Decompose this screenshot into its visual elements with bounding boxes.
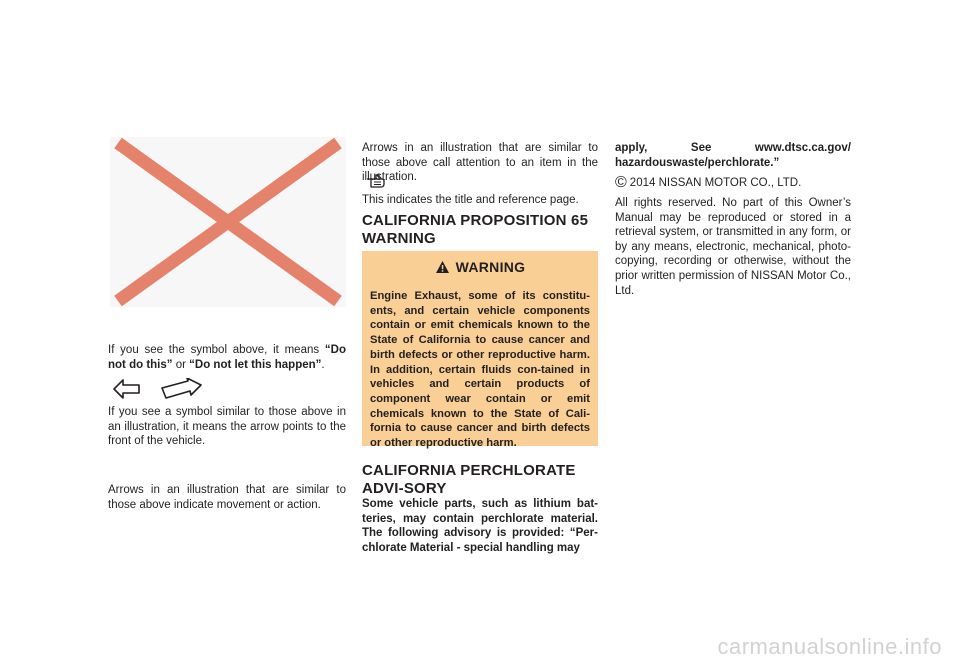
attention-arrow-explanation: Arrows in an illustration that are similar to those above call attention to an item in the illustration. xyxy=(362,142,598,184)
reference-page-explanation: This indicates the title and reference page. xyxy=(362,194,579,206)
copyright-line xyxy=(615,176,851,191)
perchlorate-heading: CALIFORNIA PERCHLORATE ADVI-SORY xyxy=(362,462,576,497)
perchlorate-text: Some vehicle parts, such as lithium bat-teries, may contain perchlorate material. The following advisory is provided: “Per-chlorate Material - special handling may xyxy=(362,498,598,554)
prop65-heading: CALIFORNIA PROPOSITION 65 WARNING xyxy=(362,212,589,247)
copyright-icon: © xyxy=(615,174,627,192)
text-run: If you see the symbol above, it means xyxy=(108,344,325,356)
do-not-symbol-figure xyxy=(110,137,346,307)
front-arrow-angled-icon xyxy=(160,378,204,402)
front-arrow-explanation: If you see a symbol similar to those above in an illustration, it means the arrow points to the front of the vehicle. xyxy=(108,406,346,448)
perchlorate-text-continued: apply, See www.dtsc.ca.gov/ hazardouswaste/perchlorate.” xyxy=(615,142,851,169)
front-arrow-icon xyxy=(112,378,142,400)
rights-text: All rights reserved. No part of this Owner’s Manual may be reproduced or stored in a retrieval system, or transmitted in any form, or by any means, electronic, mechanical, photo-copying, recording or otherwise, without the prior written permission of NISSAN Motor Co., Ltd. xyxy=(615,197,851,297)
movement-arrow-explanation: Arrows in an illustration that are similar to those above indicate movement or action. xyxy=(108,484,346,511)
warning-title xyxy=(362,259,598,275)
warning-text: Engine Exhaust, some of its constitu-ents, and certain vehicle components contain or emit chemicals known to the State of California to cause cancer and birth defects or other reproductive harm. In addition, certain fluids con-tained in vehicles and certain products of component wear contain or emit chemicals known to the State of Cali-fornia to cause cancer and birth defects or other reproductive harm. xyxy=(370,290,590,450)
watermark: carmanualsonline.info xyxy=(717,634,942,659)
do-not-symbol-explanation xyxy=(108,343,346,372)
reference-pointer-icon xyxy=(366,174,390,190)
text-run: or xyxy=(172,358,190,371)
copyright-text: 2014 NISSAN MOTOR CO., LTD. xyxy=(629,177,802,189)
text-run-bold: “Do not do this” xyxy=(108,344,346,371)
text-run: . xyxy=(321,358,325,371)
warning-triangle-icon xyxy=(435,260,450,274)
warning-title-text: WARNING xyxy=(455,259,526,275)
text-run-bold: “Do not let this happen” xyxy=(189,358,322,371)
warning-box xyxy=(362,251,598,450)
front-arrow-symbols xyxy=(108,378,348,402)
